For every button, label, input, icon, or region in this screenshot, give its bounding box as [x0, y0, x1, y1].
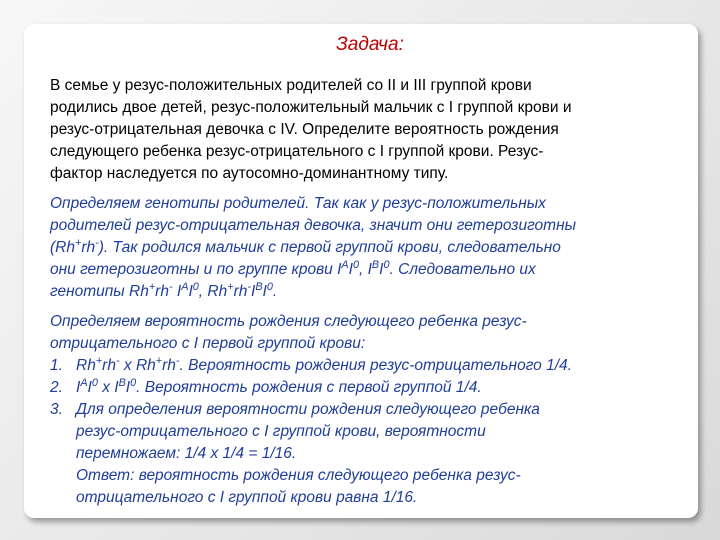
superscript: 0	[192, 280, 199, 293]
superscript: -	[168, 280, 173, 293]
superscript: B	[255, 280, 263, 293]
superscript: -	[115, 354, 120, 367]
solution-line	[50, 281, 690, 303]
text-part: I	[172, 283, 182, 300]
superscript: A	[181, 280, 189, 293]
answer-line: отрицательного с I группой крови равна 1/16.	[76, 489, 418, 506]
solution-line	[50, 259, 690, 281]
text-part: , I	[359, 261, 372, 278]
list-item	[50, 377, 690, 399]
superscript: 0	[91, 376, 98, 389]
list-number: 2.	[50, 379, 63, 396]
text-part: I	[87, 379, 92, 396]
superscript: -	[247, 280, 251, 293]
slide-title: Задача:	[336, 34, 404, 55]
text-part: , Rh	[198, 283, 228, 300]
superscript: 0	[352, 258, 359, 271]
task-line: резус-отрицательная девочка с IV. Определите вероятность рождения	[50, 121, 559, 138]
solution-line	[50, 237, 690, 259]
task-line: фактор наследуется по аутосомно-доминантному типу.	[50, 165, 449, 182]
task-line: следующего ребенка резус-отрицательного с I группой крови. Резус-	[50, 143, 544, 160]
solution-line: родителей резус-отрицательная девочка, значит они гетерозиготны	[50, 217, 577, 234]
superscript: 0	[383, 258, 390, 271]
list-item	[50, 399, 690, 421]
text-part: Для определения вероятности рождения следующего ребенка	[76, 401, 540, 418]
superscript: -	[95, 236, 99, 249]
superscript: +	[227, 280, 234, 293]
superscript: +	[95, 354, 103, 367]
text-part: x I	[97, 379, 119, 396]
list-number: 1.	[50, 357, 63, 374]
text-part: rh	[162, 357, 176, 374]
text-part: I	[379, 261, 384, 278]
answer-line: Ответ: вероятность рождения следующего ребенка резус-	[76, 467, 521, 484]
text-part: I	[348, 261, 353, 278]
solution-line: Определяем вероятность рождения следующего ребенка резус-	[50, 313, 527, 330]
text-part: Rh	[76, 357, 96, 374]
text-part: . Вероятность рождения резус-отрицательного 1/4.	[179, 357, 572, 374]
superscript: A	[80, 376, 88, 389]
text-part: x Rh	[119, 357, 156, 374]
superscript: +	[148, 280, 156, 293]
superscript: B	[118, 376, 126, 389]
text-part: (Rh	[50, 239, 75, 256]
list-number: 3.	[50, 401, 63, 418]
superscript: B	[371, 258, 380, 271]
text-part: rh	[155, 283, 169, 300]
superscript: 0	[130, 376, 137, 389]
task-text	[50, 75, 680, 185]
text-part: I	[188, 283, 193, 300]
text-part: .	[272, 283, 278, 300]
superscript: +	[155, 354, 163, 367]
task-line: родились двое детей, резус-положительный мальчик с I группой крови и	[50, 99, 572, 116]
text-part: rh	[102, 357, 116, 374]
text-part: . Вероятность рождения с первой группой 1/4.	[136, 379, 482, 396]
list-item-continuation: резус-отрицательного с I группой крови, вероятности	[76, 423, 486, 440]
text-part: I	[251, 283, 256, 300]
list-item-continuation: перемножаем: 1/4 x 1/4 = 1/16.	[76, 445, 297, 462]
task-line: В семье у резус-положительных родителей со II и III группой крови	[50, 77, 532, 94]
superscript: A	[341, 258, 349, 271]
text-part: ). Так родился мальчик с первой группой крови, следовательно	[98, 239, 561, 256]
list-item	[50, 355, 690, 377]
solution-probability	[50, 311, 690, 509]
solution-line: Определяем генотипы родителей. Так как у резус-положительных	[50, 195, 546, 212]
text-part: rh	[233, 283, 248, 300]
text-part: они гетерозиготны и по группе крови I	[50, 261, 342, 278]
solution-line: отрицательного с I первой группой крови:	[50, 335, 366, 352]
text-part: I	[262, 283, 267, 300]
superscript: +	[74, 236, 82, 249]
superscript: 0	[266, 280, 273, 293]
text-part: генотипы Rh	[50, 283, 149, 300]
solution-genotypes	[50, 193, 690, 303]
text-part: I	[125, 379, 131, 396]
text-part: . Следовательно их	[389, 261, 536, 278]
superscript: -	[175, 354, 180, 367]
text-part: I	[76, 379, 81, 396]
text-part: rh	[81, 239, 96, 256]
